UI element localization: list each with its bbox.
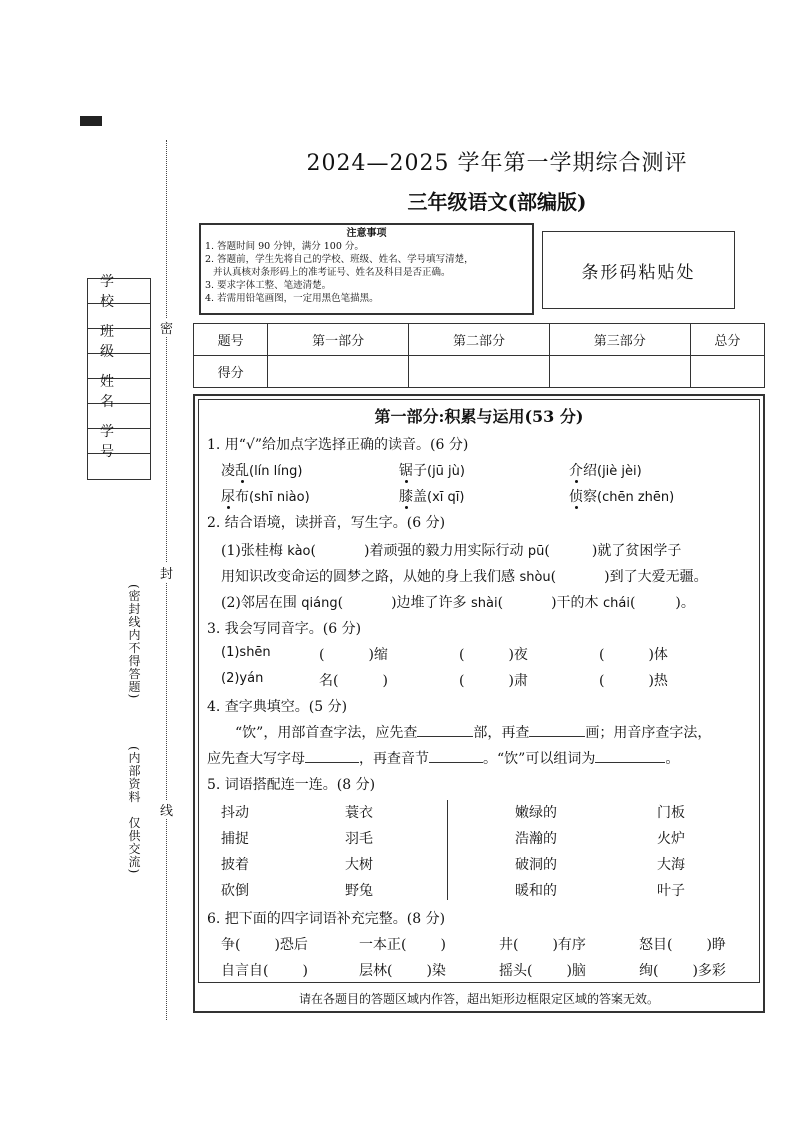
q5-word: 羽毛 xyxy=(345,831,373,847)
internal-note: (内部资料 仅供交流) xyxy=(127,746,141,875)
notice-item: 1. 答题时间 90 分钟，满分 100 分。 xyxy=(205,241,364,252)
q6-item: 绚( )多彩 xyxy=(639,963,726,979)
q3-row: (2)yán xyxy=(221,671,264,686)
q5-word: 野兔 xyxy=(345,883,373,899)
answer-area-notice: 请在各题目的答题区域内作答，超出矩形边框限定区域的答案无效。 xyxy=(298,992,659,1006)
notice-item: 2. 答题前，学生先将自己的学校、班级、姓名、学号填写清楚， xyxy=(205,254,474,265)
seal-char: 密 xyxy=(160,318,173,337)
score-cell[interactable] xyxy=(690,356,764,388)
q6-item: 摇头( )脑 xyxy=(499,963,586,979)
q6-item: 井( )有序 xyxy=(499,937,586,953)
score-cell[interactable] xyxy=(549,356,690,388)
q3-cell: 名( ) xyxy=(319,673,388,689)
q6-item: 自言自( ) xyxy=(221,963,308,979)
seal-char: 封 xyxy=(160,563,173,582)
q5-word: 砍倒 xyxy=(221,883,249,899)
name-label: 姓 名 xyxy=(88,379,150,404)
q5-word: 蓑衣 xyxy=(345,805,373,821)
score-cell[interactable] xyxy=(268,356,409,388)
barcode-label: 条形码粘贴处 xyxy=(581,262,696,283)
q5-word: 叶子 xyxy=(657,883,685,899)
notice-item: 3. 要求字体工整、笔迹清楚。 xyxy=(205,280,332,291)
q5-word: 捕捉 xyxy=(221,831,249,847)
q1-item: 凌乱(lín líng) xyxy=(221,463,303,479)
q5-divider xyxy=(447,800,448,900)
q5-word: 火炉 xyxy=(657,831,685,847)
student-id-label: 学 号 xyxy=(88,429,150,454)
q5-word: 嫩绿的 xyxy=(515,805,557,821)
exam-title: 2024—2025 学年第一学期综合测评 xyxy=(306,151,688,176)
q5-word: 披着 xyxy=(221,857,249,873)
class-label: 班 级 xyxy=(88,329,150,354)
q3-cell: ( )体 xyxy=(599,647,668,663)
q5-word: 浩瀚的 xyxy=(515,831,557,847)
q5-word: 大树 xyxy=(345,857,373,873)
score-header: 第一部分 xyxy=(268,324,409,356)
q1-item: 侦察(chēn zhēn) xyxy=(569,489,675,505)
q1-item: 锯子(jū jù) xyxy=(399,463,465,479)
notice-box xyxy=(199,223,534,315)
score-header: 第三部分 xyxy=(549,324,690,356)
q3-title: 3. 我会写同音字。(6 分) xyxy=(207,621,362,637)
q6-item: 一本正( ) xyxy=(359,937,446,953)
q1-item: 介绍(jiè jèi) xyxy=(569,463,642,479)
q3-cell: ( )缩 xyxy=(319,647,388,663)
q6-item: 怒目( )睁 xyxy=(639,937,726,953)
seal-char: 线 xyxy=(160,800,173,819)
score-header: 总分 xyxy=(690,324,764,356)
q6-item: 争( )恐后 xyxy=(221,937,308,953)
corner-mark xyxy=(80,116,102,126)
q4-line: “饮”，用部首查字法，应先查 部，再查 画；用音序查字法， xyxy=(235,725,712,741)
q3-cell: ( )夜 xyxy=(459,647,528,663)
notice-title: 注意事项 xyxy=(346,228,387,239)
seal-note: (密封线内不得答题) xyxy=(127,584,141,700)
school-label: 学 校 xyxy=(88,279,150,304)
barcode-area xyxy=(542,231,735,309)
q1-title: 1. 用“√”给加点字选择正确的读音。(6 分) xyxy=(207,437,469,453)
q3-cell: ( )热 xyxy=(599,673,668,689)
q5-title: 5. 词语搭配连一连。(8 分) xyxy=(207,777,376,793)
q4-line: 应先查大写字母 ，再查音节 。“饮”可以组词为 。 xyxy=(207,751,680,767)
q5-word: 抖动 xyxy=(221,805,249,821)
q6-item: 层林( )染 xyxy=(359,963,446,979)
q2-title: 2. 结合语境，读拼音，写生字。(6 分) xyxy=(207,515,446,531)
q5-word: 门板 xyxy=(657,805,685,821)
q1-item: 尿布(shī niào) xyxy=(221,489,310,505)
q5-word: 大海 xyxy=(657,857,685,873)
score-row-label: 得分 xyxy=(194,356,268,388)
q4-title: 4. 查字典填空。(5 分) xyxy=(207,699,348,715)
exam-subtitle: 三年级语文(部编版) xyxy=(407,190,587,214)
q2-line: (1)张桂梅 kào( )着顽强的毅力用实际行动 pū( )就了贫困学子 xyxy=(221,543,682,559)
q1-item: 膝盖(xī qī) xyxy=(399,489,465,505)
section1-title: 第一部分:积累与运用(53 分) xyxy=(374,407,584,426)
q2-line: (2)邻居在围 qiáng( )边堆了许多 shài( )干的木 chái( )。 xyxy=(221,595,695,611)
score-cell[interactable] xyxy=(409,356,550,388)
section1-box xyxy=(193,394,765,1013)
notice-item: 4. 若需用铅笔画图，一定用黑色笔描黑。 xyxy=(205,293,379,304)
score-header: 第二部分 xyxy=(409,324,550,356)
q2-line: 用知识改变命运的圆梦之路，从她的身上我们感 shòu( )到了大爱无疆。 xyxy=(221,569,708,585)
score-header: 题号 xyxy=(194,324,268,356)
notice-item: 并认真核对条形码上的准考证号、姓名及科目是否正确。 xyxy=(213,267,451,278)
score-table xyxy=(193,323,765,388)
section1-inner xyxy=(198,399,760,983)
student-info-box xyxy=(87,274,151,480)
q5-word: 暖和的 xyxy=(515,883,557,899)
q5-word: 破洞的 xyxy=(515,857,557,873)
q3-row: (1)shēn xyxy=(221,645,271,660)
q3-cell: ( )肃 xyxy=(459,673,528,689)
q6-title: 6. 把下面的四字词语补充完整。(8 分) xyxy=(207,911,446,927)
